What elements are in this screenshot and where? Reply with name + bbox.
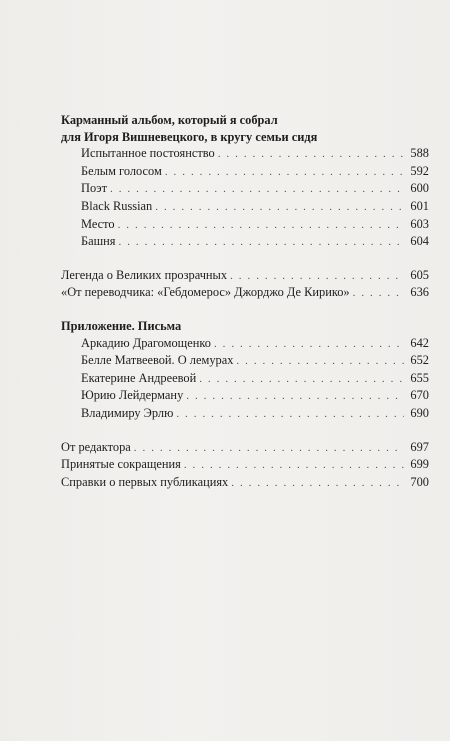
dot-leader [110,181,404,198]
dot-leader [236,353,404,370]
toc-entry [61,145,429,163]
toc-entry-title: Белым голосом [81,163,162,178]
toc-entry-page: 700 [410,474,429,489]
section-heading: Приложение. Письма [61,318,182,333]
toc-entry-title: Поэт [81,181,108,196]
toc-entry-page: 655 [410,370,429,385]
toc-entry-page: 605 [410,267,429,282]
toc-entry-page: 603 [410,216,429,231]
toc-entry [61,233,429,251]
toc-entry-page: 642 [410,335,429,350]
toc-entry [61,284,429,302]
toc-entry-title: Екатерине Андреевой [81,370,197,385]
toc-entry-page: 690 [410,405,429,420]
toc-entry [61,180,429,198]
toc-entry [61,387,429,405]
table-of-contents [61,112,429,491]
section-heading: Карманный альбом, который я собрал [61,113,278,127]
toc-entry-title: Аркадию Драгомощенко [81,335,211,350]
toc-entry-page: 592 [410,163,429,178]
toc-entry [61,439,429,457]
toc-entry-page: 636 [410,285,429,300]
dot-leader [186,388,404,405]
dot-leader [231,475,404,492]
dot-leader [353,285,404,302]
dot-leader [119,234,405,251]
toc-entry-page: 604 [410,234,429,249]
section-spacer [61,423,429,439]
toc-entry-title: Владимиру Эрлю [81,405,174,420]
toc-entry [61,163,429,181]
dot-leader [184,457,404,474]
toc-entry-page: 670 [410,388,429,403]
toc-entry-page: 652 [410,353,429,368]
dot-leader [134,440,404,457]
dot-leader [199,371,404,388]
toc-entry-page: 699 [410,457,429,472]
toc-entry-title: Легенда о Великих прозрачных [61,267,228,282]
dot-leader [218,146,404,163]
toc-entry-title: Башня [81,234,116,249]
toc-entry-title: Белле Матвеевой. О лемурах [81,353,234,368]
dot-leader [155,199,404,216]
toc-entry [61,335,429,353]
toc-entry-title: Black Russian [81,198,153,213]
toc-entry-title: Принятые сокращения [61,457,181,472]
toc-entry-title: Юрию Лейдерману [81,388,184,403]
toc-entry [61,456,429,474]
toc-entry [61,267,429,285]
toc-entry-title: «От переводчика: «Гебдомерос» Джорджо Де Кирико» [61,285,350,300]
dot-leader [230,268,404,285]
dot-leader [118,217,404,234]
dot-leader [176,406,404,423]
dot-leader [214,336,404,353]
section-spacer [61,302,429,318]
toc-entry-page: 601 [410,198,429,213]
toc-entry-page: 588 [410,146,429,161]
toc-entry-page: 697 [410,439,429,454]
toc-entry [61,405,429,423]
section-heading-continued: для Игоря Вишневецкого, в кругу семьи сидя [61,129,318,144]
toc-entry [61,352,429,370]
dot-leader [165,164,404,181]
toc-entry [61,370,429,388]
toc-entry-title: Место [81,216,115,231]
section-spacer [61,251,429,267]
toc-entry-title: Справки о первых публикациях [61,474,229,489]
toc-entry [61,216,429,234]
toc-entry [61,474,429,492]
toc-entry-title: Испытанное постоянство [81,146,215,161]
toc-entry [61,198,429,216]
toc-entry-page: 600 [410,181,429,196]
toc-entry-title: От редактора [61,439,131,454]
